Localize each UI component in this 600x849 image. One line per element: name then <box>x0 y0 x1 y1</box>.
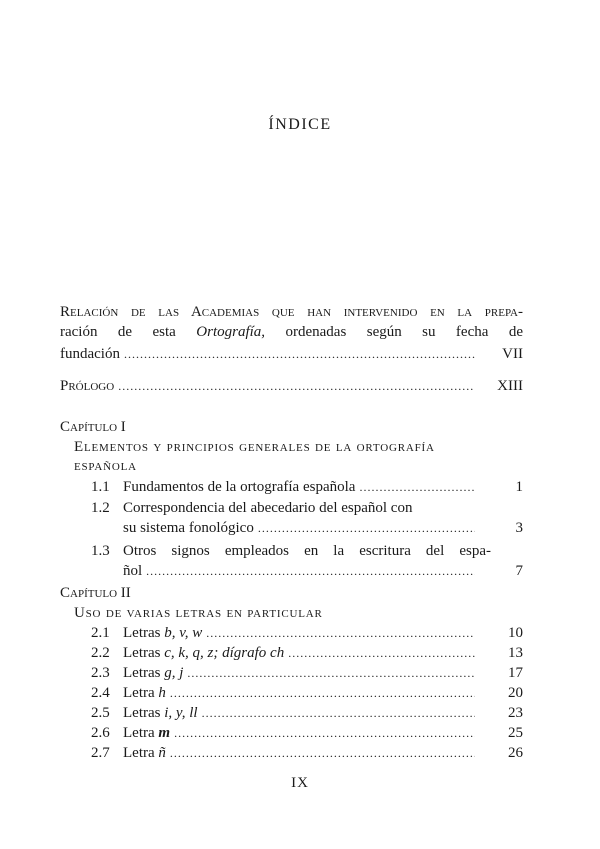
chapter-1 <box>60 417 523 581</box>
chapter-1-entries <box>60 477 523 581</box>
toc-entry-1-3: 1.3 Otros signos empleados en la escritura del espa- ñol ..... 7 <box>91 541 523 581</box>
page-number: 23 <box>508 705 523 721</box>
page-number: 13 <box>508 645 523 661</box>
dot-leader <box>258 518 475 538</box>
toc-entry-2-6: 2.6 Letra m ..... 25 <box>91 723 523 743</box>
toc-entry-2-2: 2.2 Letras c, k, q, z; dígrafo ch ..... 13 <box>91 643 523 663</box>
dot-leader <box>170 683 475 703</box>
page-number: 17 <box>508 665 523 681</box>
prologo-line: Prólogo ..... XIII <box>60 376 523 396</box>
chapter-title-line-1: Elementos y principios generales de la ortografía <box>74 439 435 455</box>
relacion-line-1: Relación de las Academias que han intervenido en la prepa- <box>60 304 523 320</box>
relacion-line-2: ración de esta Ortografía, ordenadas según su fecha de <box>60 324 523 340</box>
page-number: 3 <box>515 520 523 536</box>
dot-leader <box>170 743 475 763</box>
page-title: ÍNDICE <box>268 116 332 133</box>
toc-entry-2-5: 2.5 Letras i, y, ll ..... 23 <box>91 703 523 723</box>
page-number: 26 <box>508 745 523 761</box>
page-number: 1 <box>515 479 523 495</box>
page-folio: IX <box>291 775 309 791</box>
chapter-2 <box>60 583 523 763</box>
toc-entry-2-1: 2.1 Letras b, v, w ..... 10 <box>91 623 523 643</box>
dot-leader <box>146 561 475 581</box>
dot-leader <box>288 643 475 663</box>
toc-entry-prologo <box>60 376 523 396</box>
chapter-title: Uso de varias letras en particular <box>74 605 323 621</box>
toc-entry-1-2: 1.2 Correspondencia del abecedario del español con su sistema fonológico ..... 3 <box>91 498 523 538</box>
dot-leader <box>118 376 475 396</box>
chapter-title-line-2: española <box>74 458 137 474</box>
chapter-2-entries <box>60 623 523 763</box>
chapter-label: Capítulo II <box>60 585 131 601</box>
toc-entry-relacion <box>60 302 523 364</box>
relacion-line-3: fundación ..... VII <box>60 344 523 364</box>
dot-leader <box>174 723 475 743</box>
chapter-label: Capítulo I <box>60 419 126 435</box>
page-number: VII <box>502 346 523 362</box>
dot-leader <box>187 663 475 683</box>
page-number: XIII <box>497 378 523 394</box>
dot-leader <box>206 623 475 643</box>
toc-entry-2-4: 2.4 Letra h ..... 20 <box>91 683 523 703</box>
page-number: 20 <box>508 685 523 701</box>
page-number: 7 <box>515 563 523 579</box>
page-number: 25 <box>508 725 523 741</box>
dot-leader <box>202 703 475 723</box>
toc-entry-2-7: 2.7 Letra ñ ..... 26 <box>91 743 523 763</box>
toc-entry-1-1: 1.1 Fundamentos de la ortografía española ..... 1 <box>91 477 523 497</box>
page-number: 10 <box>508 625 523 641</box>
toc-entry-2-3: 2.3 Letras g, j ..... 17 <box>91 663 523 683</box>
dot-leader <box>124 344 475 364</box>
dot-leader <box>359 477 475 497</box>
